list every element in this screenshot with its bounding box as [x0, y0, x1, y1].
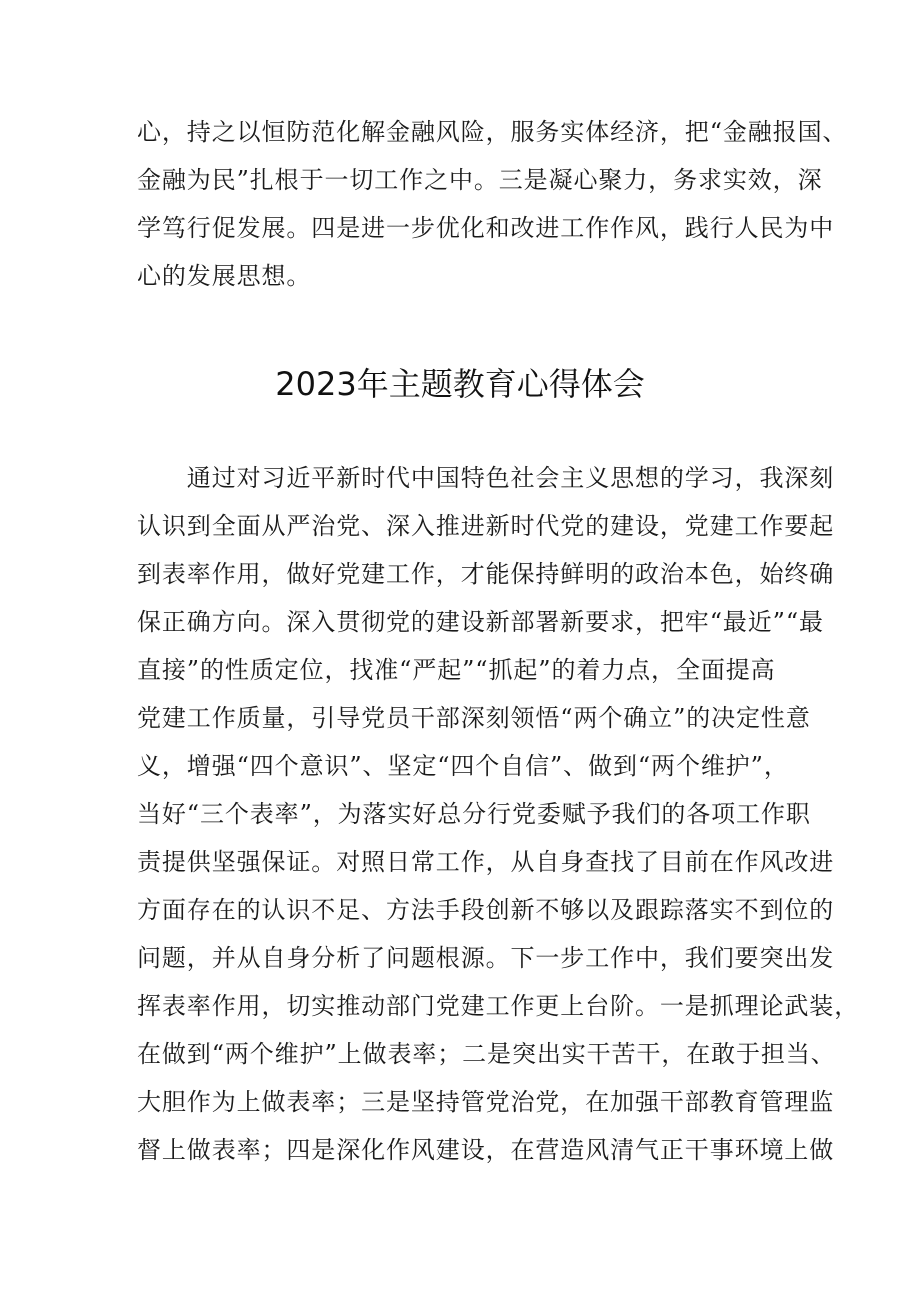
body-paragraph: [137, 454, 860, 1174]
paragraph-line: 保正确方向。深入贯彻党的建设新部署新要求，把牢“最近”“最: [137, 608, 824, 636]
paragraph-line: 到表率作用，做好党建工作，才能保持鲜明的政治本色，始终确: [137, 560, 835, 588]
paragraph-line: 挥表率作用，切实推动部门党建工作更上台阶。一是抓理论武装，: [137, 992, 860, 1020]
paragraph-line: 党建工作质量，引导党员干部深刻领悟“两个确立”的决定性意: [137, 704, 811, 732]
paragraph-line: 直接”的性质定位，找准“严起”“抓起”的着力点，全面提高: [137, 656, 776, 684]
paragraph-line: 大胆作为上做表率；三是坚持管党治党，在加强干部教育管理监: [137, 1088, 835, 1116]
paragraph-line: 学笃行促发展。四是进一步优化和改进工作作风，践行人民为中: [137, 214, 835, 242]
paragraph-line: 通过对习近平新时代中国特色社会主义思想的学习，我深刻: [137, 464, 835, 492]
paragraph-line: 督上做表率；四是深化作风建设，在营造风清气正干事环境上做: [137, 1136, 835, 1164]
paragraph-line: 当好“三个表率”，为落实好总分行党委赋予我们的各项工作职: [137, 800, 811, 828]
document-title: 2023年主题教育心得体会: [275, 365, 645, 403]
paragraph-line: 认识到全面从严治党、深入推进新时代党的建设，党建工作要起: [137, 512, 835, 540]
paragraph-line: 心的发展思想。: [137, 262, 312, 290]
paragraph-line: 方面存在的认识不足、方法手段创新不够以及跟踪落实不到位的: [137, 896, 835, 924]
paragraph-line: 责提供坚强保证。对照日常工作，从自身查找了目前在作风改进: [137, 848, 835, 876]
paragraph-line: 问题，并从自身分析了问题根源。下一步工作中，我们要突出发: [137, 944, 835, 972]
paragraph-line: 金融为民”扎根于一切工作之中。三是凝心聚力，务求实效，深: [137, 166, 823, 194]
paragraph-line: 在做到“两个维护”上做表率；二是突出实干苦干，在敢于担当、: [137, 1040, 836, 1068]
paragraph-line: 心，持之以恒防范化解金融风险，服务实体经济，把“金融报国、: [137, 118, 848, 146]
paragraph-line: 义，增强“四个意识”、坚定“四个自信”、做到“两个维护”，: [137, 752, 789, 780]
previous-section-text: [137, 108, 848, 300]
